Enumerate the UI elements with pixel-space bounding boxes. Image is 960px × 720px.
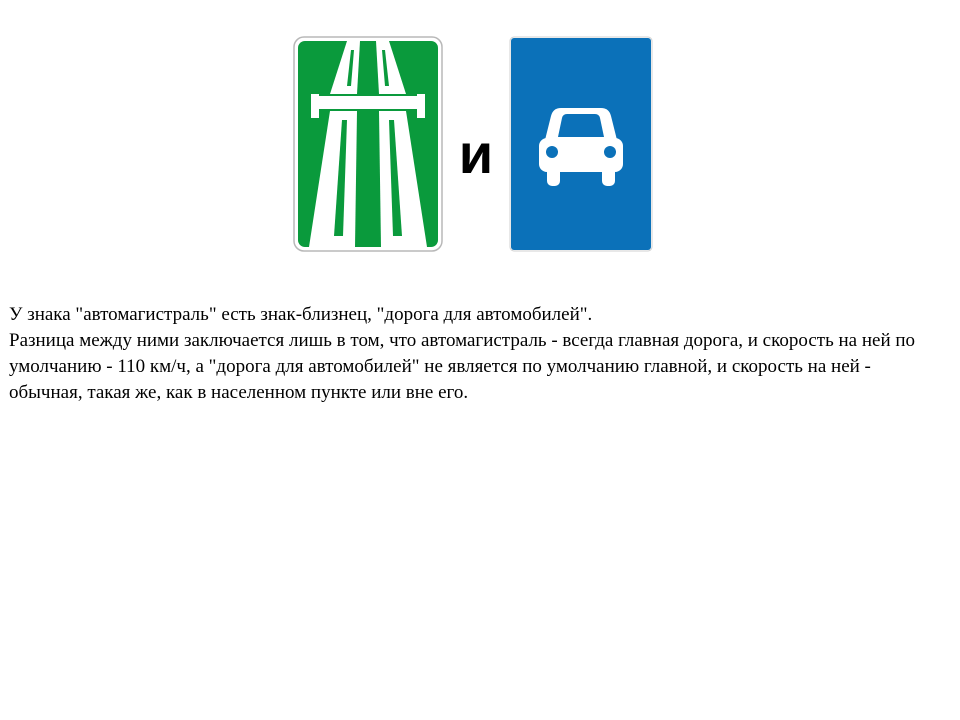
motorway-sign-icon: [293, 36, 443, 252]
caption-line-difference: Разница между ними заключается лишь в том, что автомагистраль - всегда главная дорога, и скорость на ней по умолчанию - 110 км/ч, а "дорога для автомобилей" не является по умолчанию главной, и скорость на ней - обычная, такая же, как в населенном пункте или вне его.: [9, 330, 916, 403]
slide-caption: [9, 302, 939, 406]
car-road-sign-icon: [509, 36, 653, 252]
caption-line-intro: У знака "автомагистраль" есть знак-близнец, "дорога для автомобилей".: [9, 304, 593, 325]
conjunction-label: и: [458, 122, 494, 185]
